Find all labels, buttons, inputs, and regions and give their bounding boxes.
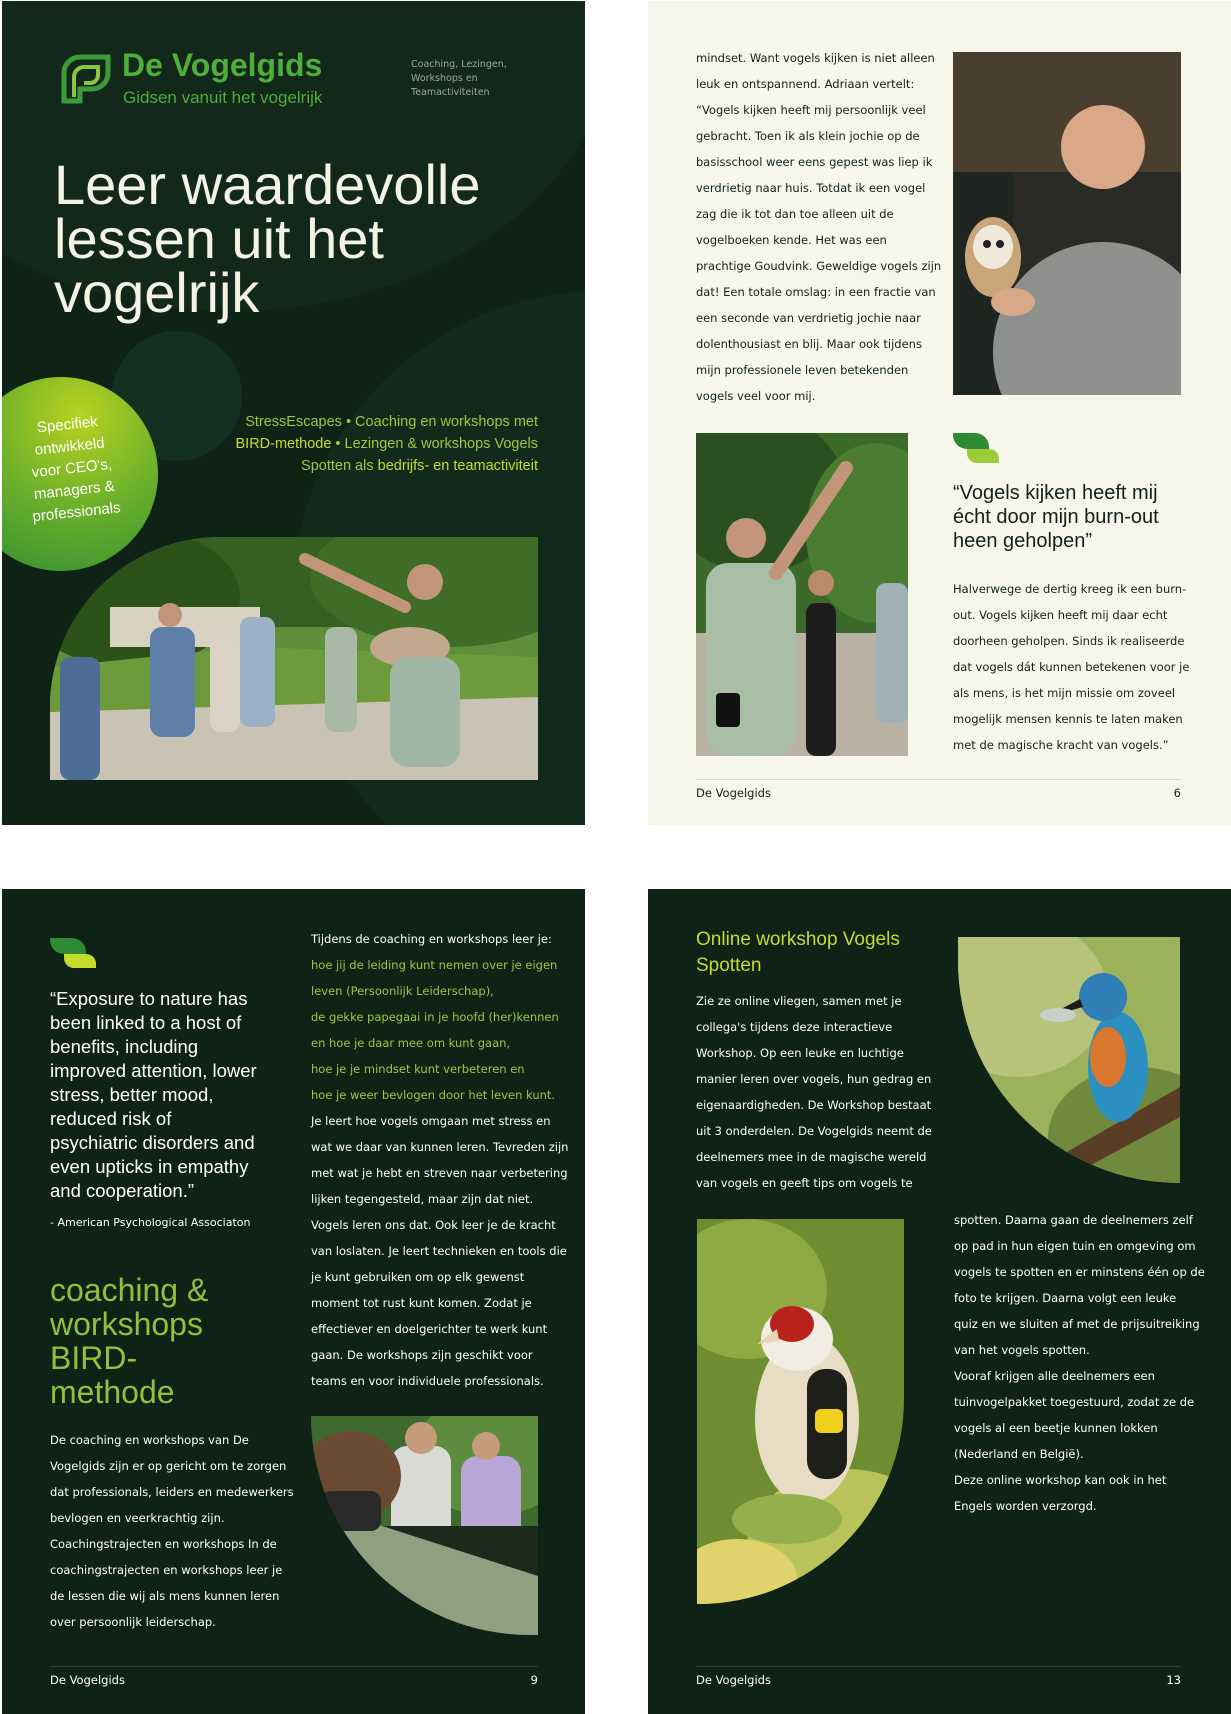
- audience-badge-text: [7, 408, 138, 530]
- story-text: [696, 45, 941, 409]
- body-line: moment tot rust kunt komen. Zodat je: [311, 1296, 532, 1310]
- apa-quote-line: improved attention, lower: [50, 1060, 257, 1081]
- workshop-title: [696, 927, 900, 979]
- story-line: leuk en ontspannend. Adriaan vertelt:: [696, 77, 915, 91]
- apa-quote-line: and cooperation.”: [50, 1180, 194, 1201]
- body-line: vogels te spotten en er minstens één op de: [954, 1265, 1205, 1279]
- intro-line: Zie ze online vliegen, samen met je: [696, 994, 902, 1008]
- page-number: 13: [1166, 1673, 1181, 1687]
- badge-line: ontwikkeld: [33, 434, 106, 459]
- apa-quote-line: reduced risk of: [50, 1108, 172, 1129]
- body-line: Je leert hoe vogels omgaan met stress en: [311, 1114, 551, 1128]
- offer-line-2-rest: • Lezingen & workshops Vogels: [331, 436, 538, 452]
- burnout-line: out. Vogels kijken heeft mij daar echt: [953, 608, 1168, 622]
- services-line: Workshops en: [411, 73, 478, 84]
- logo-tagline: Gidsen vanuit het vogelrijk: [123, 88, 323, 107]
- story-line: een seconde van verdrietig jochie naar: [696, 311, 921, 325]
- body-line: quiz en we sluiten af met de prijsuitreiking: [954, 1317, 1200, 1331]
- offer-line-2: [172, 433, 538, 455]
- services-list: [411, 58, 507, 100]
- list-intro: Tijdens de coaching en workshops leer je:: [311, 932, 552, 946]
- offer-line-3: [172, 455, 538, 477]
- body-line: wat we daar van kunnen leren. Tevreden zijn: [311, 1140, 569, 1154]
- intro-line: over persoonlijk leiderschap.: [50, 1615, 216, 1629]
- burnout-line: Halverwege de dertig kreeg ik een burn-: [953, 582, 1187, 596]
- apa-quote: [50, 987, 257, 1203]
- footer-divider: [50, 1666, 538, 1667]
- body-line: Vooraf krijgen alle deelnemers een: [954, 1369, 1155, 1383]
- goldfinch-photo: [697, 1219, 904, 1604]
- section-title-line: methode: [50, 1374, 175, 1410]
- services-line: Coaching, Lezingen,: [411, 59, 507, 70]
- cover-headline: [54, 153, 481, 324]
- logo-name: De Vogelgids: [122, 47, 323, 83]
- pull-quote-line: écht door mijn burn-out: [953, 506, 1159, 528]
- story-line: basisschool weer eens gepest was liep ik: [696, 155, 933, 169]
- badge-line: managers &: [33, 477, 116, 504]
- body-line: spotten. Daarna gaan de deelnemers zelf: [954, 1213, 1193, 1227]
- burnout-line: met de magische kracht van vogels.”: [953, 738, 1169, 752]
- apa-quote-line: been linked to a host of: [50, 1012, 242, 1033]
- body-line: Deze online workshop kan ook in het: [954, 1473, 1167, 1487]
- offer-team-activity: bedrijfs- en teamactiviteit: [377, 458, 538, 474]
- section-title-line: coaching &: [50, 1272, 209, 1308]
- intro-line: coachingstrajecten en workshops leer je: [50, 1563, 283, 1577]
- body-line: van loslaten. Je leert technieken en tools die: [311, 1244, 567, 1258]
- story-line: verdrietig naar huis. Totdat ik een vogel: [696, 181, 926, 195]
- page-6: [648, 1, 1231, 825]
- pull-quote-line: heen geholpen”: [953, 530, 1093, 552]
- intro-line: eigenaardigheden. De Workshop bestaat: [696, 1098, 932, 1112]
- workshop-body: [954, 1207, 1205, 1519]
- intro-line: dat professionals, leiders en medewerkers: [50, 1485, 294, 1499]
- intro-line: de lessen die wij als mens kunnen leren: [50, 1589, 280, 1603]
- body-line: je kunt gebruiken om op elk gewenst: [311, 1270, 525, 1284]
- apa-quote-line: even upticks in empathy: [50, 1156, 249, 1177]
- body-line: Vogels leren ons dat. Ook leer je de kracht: [311, 1218, 556, 1232]
- intro-line: collega's tijdens deze interactieve: [696, 1020, 893, 1034]
- burnout-text: [953, 576, 1189, 758]
- burnout-line: doorheen geholpen. Sinds ik realiseerde: [953, 634, 1185, 648]
- body-line: met wat je hebt en streven naar verbetering: [311, 1166, 568, 1180]
- headline-line: Leer waardevolle: [54, 153, 481, 216]
- logo-mark: [60, 53, 112, 105]
- quote-mark-icon: [50, 938, 96, 968]
- pull-quote: [953, 481, 1159, 553]
- intro-line: bevlogen en veerkrachtig zijn.: [50, 1511, 225, 1525]
- body-line: tuinvogelpakket toegestuurd, zodat ze de: [954, 1395, 1195, 1409]
- page-number: 6: [1173, 786, 1181, 800]
- learning-column: [311, 926, 568, 1394]
- intro-line: Coachingstrajecten en workshops In de: [50, 1537, 277, 1551]
- offer-bird-method: BIRD-methode: [235, 436, 332, 452]
- burnout-line: mogelijk mensen kennis te laten maken: [953, 712, 1183, 726]
- list-item: leven (Persoonlijk Leiderschap),: [311, 984, 494, 998]
- apa-quote-line: benefits, including: [50, 1036, 199, 1057]
- body-line: lijken tegengesteld, maar zijn dat niet.: [311, 1192, 534, 1206]
- body-line: gaan. De workshops zijn geschikt voor: [311, 1348, 533, 1362]
- footer-brand: De Vogelgids: [50, 1673, 125, 1687]
- spotting-scope-photo: [311, 1416, 538, 1635]
- apa-quote-line: psychiatric disorders and: [50, 1132, 255, 1153]
- intro-line: uit 3 onderdelen. De Vogelgids neemt de: [696, 1124, 932, 1138]
- story-line: “Vogels kijken heeft mij persoonlijk veel: [696, 103, 926, 117]
- story-line: prachtige Goudvink. Geweldige vogels zijn: [696, 259, 942, 273]
- intro-line: Vogelgids zijn er op gericht om te zorgen: [50, 1459, 287, 1473]
- quote-mark-icon: [953, 433, 999, 463]
- body-line: (Nederland en België).: [954, 1447, 1084, 1461]
- section-title-line: workshops: [50, 1306, 203, 1342]
- intro-line: De coaching en workshops van De: [50, 1433, 249, 1447]
- list-item: hoe je je mindset kunt verbeteren en: [311, 1062, 525, 1076]
- list-item: hoe je weer bevlogen door het leven kunt.: [311, 1088, 556, 1102]
- page-9: [2, 889, 585, 1714]
- badge-line: voor CEO's,: [31, 455, 113, 482]
- group-birdwatching-photo: [50, 537, 538, 780]
- story-line: mijn professionele leven betekenden: [696, 363, 909, 377]
- list-item: en hoe je daar mee om kunt gaan,: [311, 1036, 511, 1050]
- offer-text: [172, 411, 538, 477]
- body-line: Engels worden verzorgd.: [954, 1499, 1097, 1513]
- learning-list: [311, 952, 568, 1108]
- apa-quote-line: stress, better mood,: [50, 1084, 214, 1105]
- footer-divider: [696, 1666, 1181, 1667]
- story-line: zag die ik tot dan toe alleen uit de: [696, 207, 894, 221]
- burnout-line: dat vogels dát kunnen betekenen voor je: [953, 660, 1190, 674]
- story-line: dolenthousiast en blij. Maar ook tijdens: [696, 337, 922, 351]
- body-line: vogels al een beetje kunnen lokken: [954, 1421, 1158, 1435]
- body-line: foto te krijgen. Daarna volgt een leuke: [954, 1291, 1177, 1305]
- body-line: teams en voor individuele professionals.: [311, 1374, 544, 1388]
- page-number: 9: [530, 1673, 538, 1687]
- list-item: de gekke papegaai in je hoofd (her)kennen: [311, 1010, 559, 1024]
- story-line: dat! Een totale omslag: in een fractie van: [696, 285, 936, 299]
- workshop-title-line: Spotten: [696, 955, 762, 976]
- cover-page: [2, 1, 585, 825]
- headline-line: vogelrijk: [54, 261, 260, 324]
- intro-line: deelnemers mee in de magische wereld: [696, 1150, 927, 1164]
- quote-attribution: - American Psychological Associaton: [50, 1216, 251, 1229]
- coaching-intro: [50, 1427, 294, 1635]
- kingfisher-photo: [958, 937, 1180, 1183]
- intro-line: manier leren over vogels, hun gedrag en: [696, 1072, 932, 1086]
- section-title: [50, 1273, 208, 1409]
- burnout-line: als mens, is het mijn missie om zoveel: [953, 686, 1176, 700]
- workshop-title-line: Online workshop Vogels: [696, 929, 900, 950]
- body-line: van het vogels spotten.: [954, 1343, 1090, 1357]
- body-line: op pad in hun eigen tuin en omgeving om: [954, 1239, 1196, 1253]
- pull-quote-line: “Vogels kijken heeft mij: [953, 482, 1158, 504]
- badge-line: Specifiek: [36, 413, 99, 437]
- footer-divider: [696, 779, 1181, 780]
- workshop-intro: [696, 988, 932, 1196]
- offer-line-3-start: Spotten als: [301, 458, 378, 474]
- man-with-owl-photo: [953, 52, 1181, 395]
- badge-line: professionals: [31, 499, 122, 526]
- services-line: Teamactiviteiten: [411, 87, 490, 98]
- list-item: hoe jij de leiding kunt nemen over je eigen: [311, 958, 558, 972]
- intro-line: Workshop. Op een leuke en luchtige: [696, 1046, 904, 1060]
- story-line: gebracht. Toen ik als klein jochie op de: [696, 129, 920, 143]
- footer-brand: De Vogelgids: [696, 1673, 771, 1687]
- page-13: [648, 889, 1231, 1714]
- section-title-line: BIRD-: [50, 1340, 138, 1376]
- story-line: mindset. Want vogels kijken is niet alleen: [696, 51, 935, 65]
- intro-line: van vogels en geeft tips om vogels te: [696, 1176, 913, 1190]
- offer-line-1: StressEscapes • Coaching en workshops met: [245, 414, 538, 430]
- footer-brand: De Vogelgids: [696, 786, 771, 800]
- man-pointing-photo: [696, 433, 908, 756]
- headline-line: lessen uit het: [54, 207, 384, 270]
- apa-quote-line: “Exposure to nature has: [50, 988, 248, 1009]
- story-line: vogels veel voor mij.: [696, 389, 816, 403]
- body-line: effectiever en doelgerichter te werk kunt: [311, 1322, 548, 1336]
- story-line: vogelboeken kende. Het was een: [696, 233, 887, 247]
